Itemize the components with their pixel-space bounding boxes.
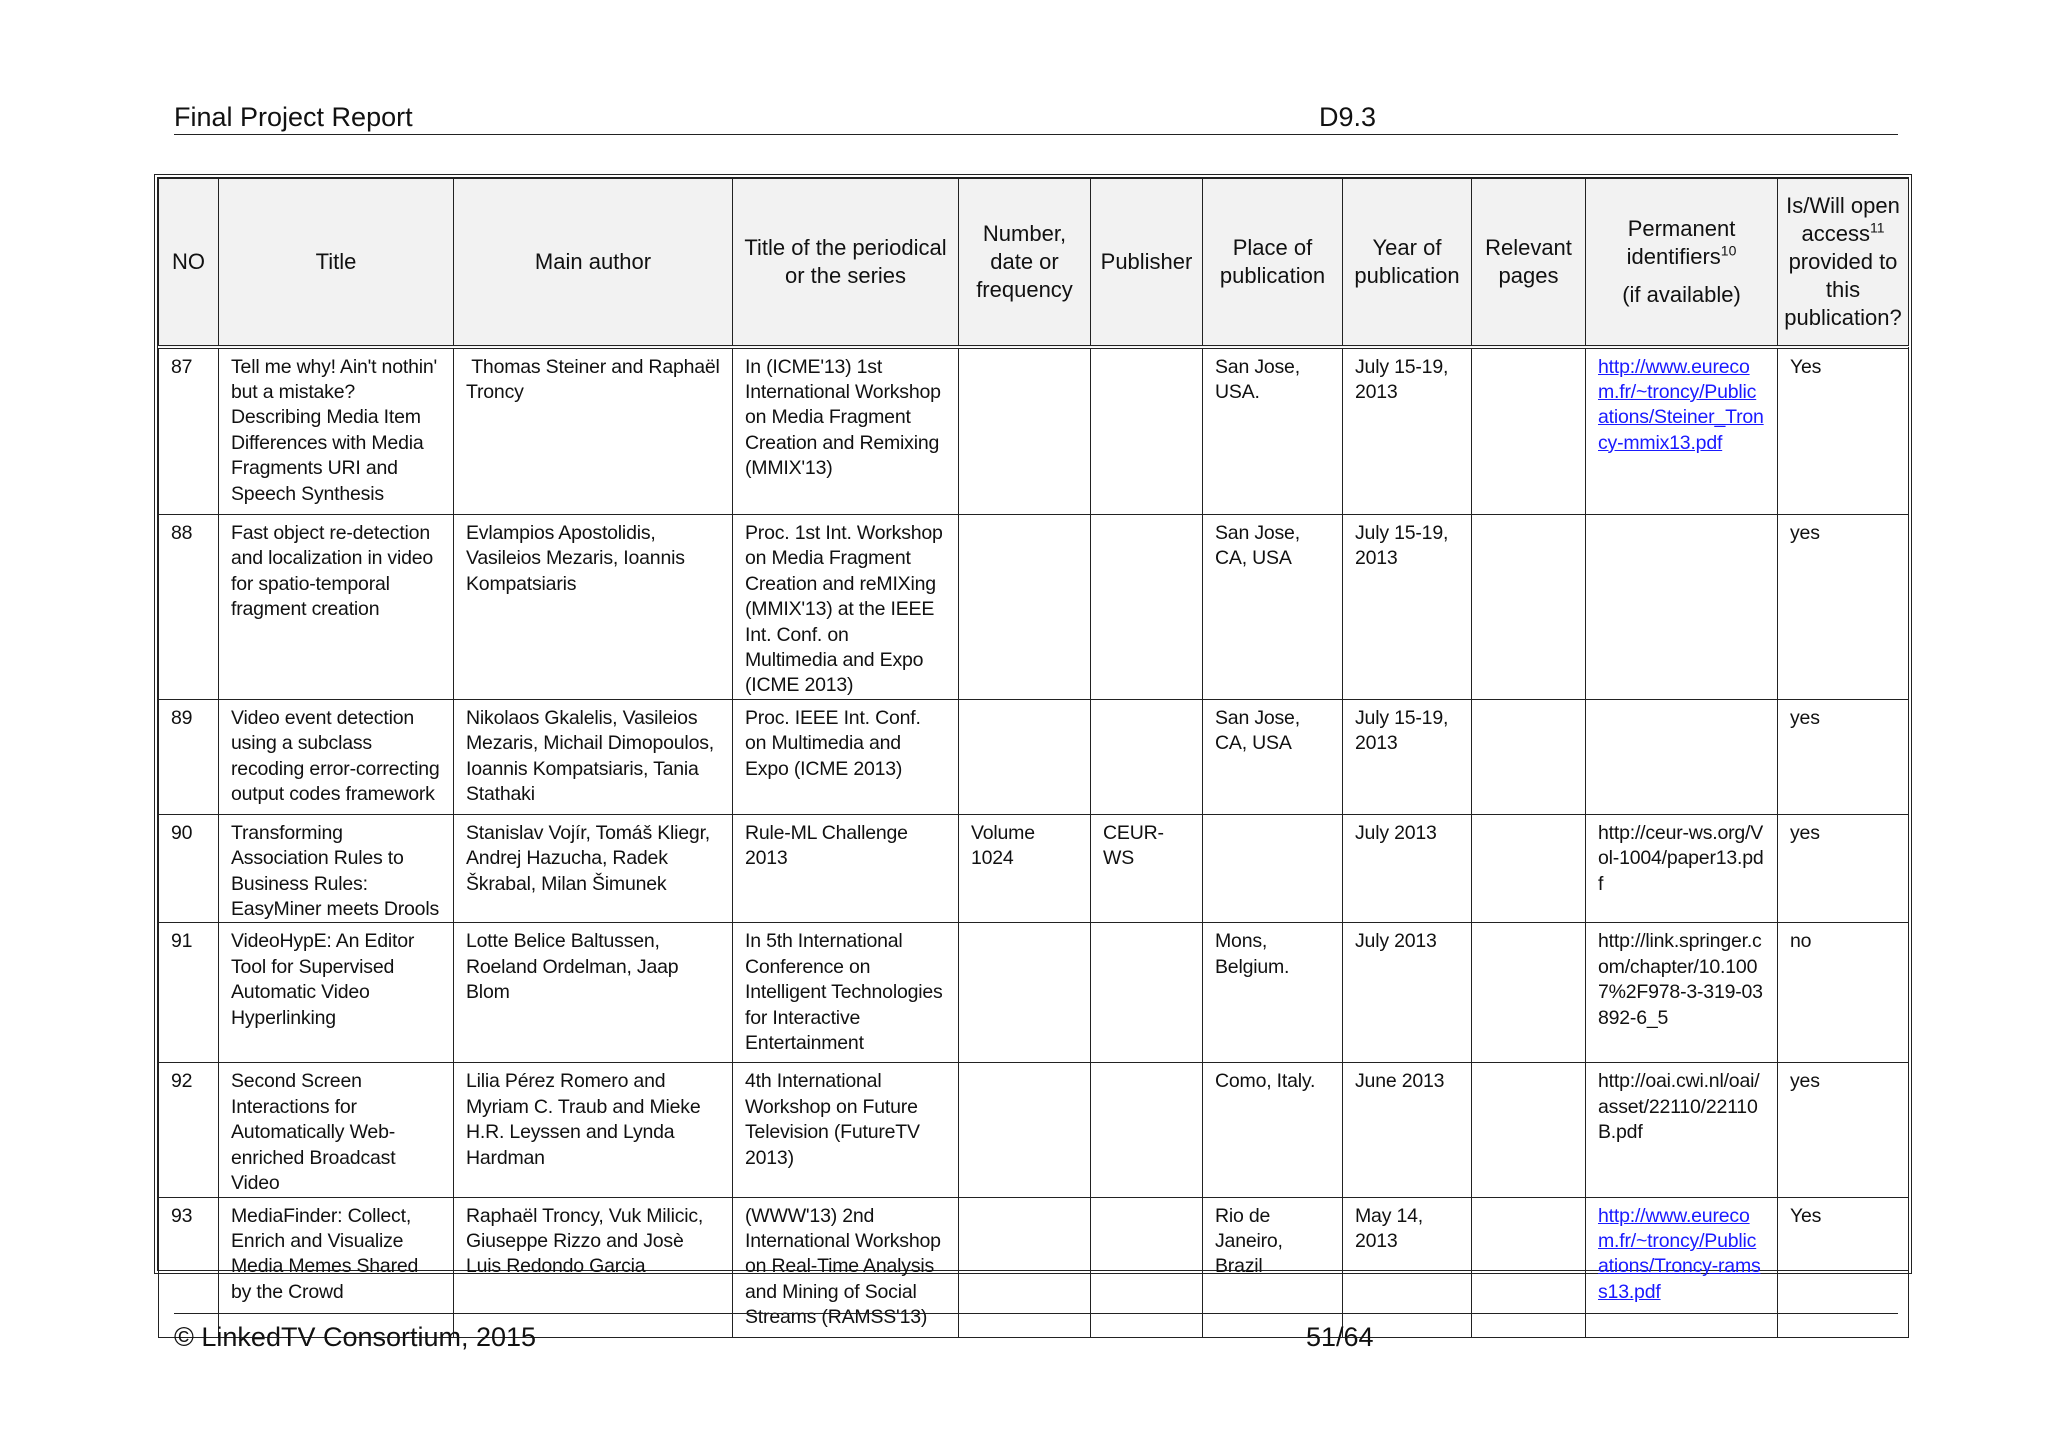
cell-open-access: yes — [1778, 515, 1909, 700]
cell-title: Second Screen Interactions for Automatically Web-enriched Broadcast Video — [219, 1063, 454, 1197]
cell-number — [959, 515, 1091, 700]
cell-identifier: http://oai.cwi.nl/oai/asset/22110/22110B.pdf — [1586, 1063, 1778, 1197]
cell-pages — [1472, 515, 1586, 700]
cell-no: 93 — [159, 1197, 219, 1337]
cell-author: Evlampios Apostolidis, Vasileios Mezaris, Ioannis Kompatsiaris — [454, 515, 733, 700]
table-row — [159, 923, 1909, 1063]
col-header-open-access — [1778, 179, 1909, 347]
publications-table — [158, 178, 1909, 1338]
cell-publisher — [1091, 347, 1203, 515]
publications-table-frame — [154, 174, 1912, 1329]
cell-identifier — [1586, 515, 1778, 700]
cell-no: 89 — [159, 699, 219, 814]
cell-year: July 15-19, 2013 — [1343, 347, 1472, 515]
cell-place — [1203, 814, 1343, 923]
cell-title: Tell me why! Ain't nothin' but a mistake? Describing Media Item Differences with Media Fragments URI and Speech Synthesis — [219, 347, 454, 515]
cell-periodical: Rule-ML Challenge 2013 — [733, 814, 959, 923]
identifier-link[interactable]: http://www.eurecom.fr/~troncy/Publications/Steiner_Troncy-mmix13.pdf — [1598, 355, 1764, 454]
col-header-publisher: Publisher — [1091, 179, 1203, 347]
cell-year: July 15-19, 2013 — [1343, 515, 1472, 700]
cell-periodical: (WWW'13) 2nd International Workshop on Real-Time Analysis and Mining of Social Streams (RAMSS'13) — [733, 1197, 959, 1337]
col-header-title: Title — [219, 179, 454, 347]
cell-no: 91 — [159, 923, 219, 1063]
cell-identifier — [1586, 347, 1778, 515]
cell-identifier — [1586, 699, 1778, 814]
cell-open-access: yes — [1778, 814, 1909, 923]
page-number: 51/64 — [1306, 1322, 1374, 1352]
cell-pages — [1472, 699, 1586, 814]
cell-publisher — [1091, 699, 1203, 814]
cell-number — [959, 1063, 1091, 1197]
cell-open-access: Yes — [1778, 1197, 1909, 1337]
cell-periodical: 4th International Workshop on Future Television (FutureTV 2013) — [733, 1063, 959, 1197]
deliverable-id: D9.3 — [1319, 102, 1377, 132]
identifiers-sublabel: (if available) — [1622, 281, 1741, 307]
cell-place: San Jose, CA, USA — [1203, 699, 1343, 814]
cell-open-access: yes — [1778, 1063, 1909, 1197]
cell-title: MediaFinder: Collect, Enrich and Visualize Media Memes Shared by the Crowd — [219, 1197, 454, 1337]
cell-place: Como, Italy. — [1203, 1063, 1343, 1197]
cell-number — [959, 923, 1091, 1063]
cell-publisher — [1091, 1063, 1203, 1197]
cell-author: Raphaël Troncy, Vuk Milicic, Giuseppe Rizzo and Josè Luis Redondo Garcia — [454, 1197, 733, 1337]
col-header-pages: Relevant pages — [1472, 179, 1586, 347]
col-header-place: Place of publication — [1203, 179, 1343, 347]
cell-author: Lotte Belice Baltussen, Roeland Ordelman, Jaap Blom — [454, 923, 733, 1063]
cell-publisher: CEUR-WS — [1091, 814, 1203, 923]
cell-title: Video event detection using a subclass recoding error-correcting output codes framework — [219, 699, 454, 814]
col-header-year: Year of publication — [1343, 179, 1472, 347]
table-row — [159, 347, 1909, 515]
cell-year: June 2013 — [1343, 1063, 1472, 1197]
cell-pages — [1472, 347, 1586, 515]
cell-pages — [1472, 814, 1586, 923]
cell-open-access: no — [1778, 923, 1909, 1063]
cell-open-access: Yes — [1778, 347, 1909, 515]
identifiers-label: Permanent identifiers — [1626, 215, 1736, 269]
cell-author: Thomas Steiner and Raphaël Troncy — [454, 347, 733, 515]
page-header — [174, 100, 1898, 135]
cell-publisher — [1091, 515, 1203, 700]
table-row — [159, 515, 1909, 700]
cell-year: May 14, 2013 — [1343, 1197, 1472, 1337]
footnote-ref-10: 10 — [1720, 242, 1737, 259]
cell-year: July 2013 — [1343, 923, 1472, 1063]
cell-title: VideoHypE: An Editor Tool for Supervised Automatic Video Hyperlinking — [219, 923, 454, 1063]
copyright-notice: © LinkedTV Consortium, 2015 — [174, 1322, 537, 1352]
cell-no: 87 — [159, 347, 219, 515]
table-row — [159, 699, 1909, 814]
footnote-ref-11: 11 — [1869, 219, 1885, 236]
cell-pages — [1472, 923, 1586, 1063]
col-header-periodical: Title of the periodical or the series — [733, 179, 959, 347]
cell-number — [959, 347, 1091, 515]
cell-periodical: In (ICME'13) 1st International Workshop on Media Fragment Creation and Remixing (MMIX'13) — [733, 347, 959, 515]
cell-title: Fast object re-detection and localization in video for spatio-temporal fragment creation — [219, 515, 454, 700]
cell-publisher — [1091, 923, 1203, 1063]
report-title: Final Project Report — [174, 102, 413, 132]
cell-year: July 15-19, 2013 — [1343, 699, 1472, 814]
cell-place: San Jose, CA, USA — [1203, 515, 1343, 700]
cell-no: 90 — [159, 814, 219, 923]
page-footer — [174, 1313, 1898, 1354]
cell-year: July 2013 — [1343, 814, 1472, 923]
col-header-identifiers — [1586, 179, 1778, 347]
identifier-link[interactable]: http://www.eurecom.fr/~troncy/Publications/Troncy-ramss13.pdf — [1598, 1204, 1761, 1303]
table-row — [159, 1063, 1909, 1197]
col-header-no: NO — [159, 179, 219, 347]
table-header-row — [159, 179, 1909, 347]
open-access-label-post: provided to this publication? — [1784, 248, 1902, 330]
cell-place: Mons, Belgium. — [1203, 923, 1343, 1063]
cell-periodical: In 5th International Conference on Intelligent Technologies for Interactive Entertainment — [733, 923, 959, 1063]
col-header-number: Number, date or frequency — [959, 179, 1091, 347]
col-header-author: Main author — [454, 179, 733, 347]
cell-pages — [1472, 1063, 1586, 1197]
open-access-label-pre: Is/Will open access — [1786, 192, 1900, 246]
cell-periodical: Proc. 1st Int. Workshop on Media Fragment Creation and reMIXing (MMIX'13) at the IEEE Int. Conf. on Multimedia and Expo (ICME 2013) — [733, 515, 959, 700]
cell-periodical: Proc. IEEE Int. Conf. on Multimedia and Expo (ICME 2013) — [733, 699, 959, 814]
cell-author: Nikolaos Gkalelis, Vasileios Mezaris, Michail Dimopoulos, Ioannis Kompatsiaris, Tania Stathaki — [454, 699, 733, 814]
cell-author: Lilia Pérez Romero and Myriam C. Traub and Mieke H.R. Leyssen and Lynda Hardman — [454, 1063, 733, 1197]
cell-number — [959, 699, 1091, 814]
cell-number: Volume 1024 — [959, 814, 1091, 923]
cell-no: 88 — [159, 515, 219, 700]
cell-no: 92 — [159, 1063, 219, 1197]
cell-identifier: http://ceur-ws.org/Vol-1004/paper13.pdf — [1586, 814, 1778, 923]
cell-author: Stanislav Vojír, Tomáš Kliegr, Andrej Hazucha, Radek Škrabal, Milan Šimunek — [454, 814, 733, 923]
cell-place: San Jose, USA. — [1203, 347, 1343, 515]
cell-identifier: http://link.springer.com/chapter/10.1007%2F978-3-319-03892-6_5 — [1586, 923, 1778, 1063]
cell-open-access: yes — [1778, 699, 1909, 814]
cell-place: Rio de Janeiro, Brazil — [1203, 1197, 1343, 1337]
table-row — [159, 814, 1909, 923]
cell-title: Transforming Association Rules to Business Rules: EasyMiner meets Drools — [219, 814, 454, 923]
